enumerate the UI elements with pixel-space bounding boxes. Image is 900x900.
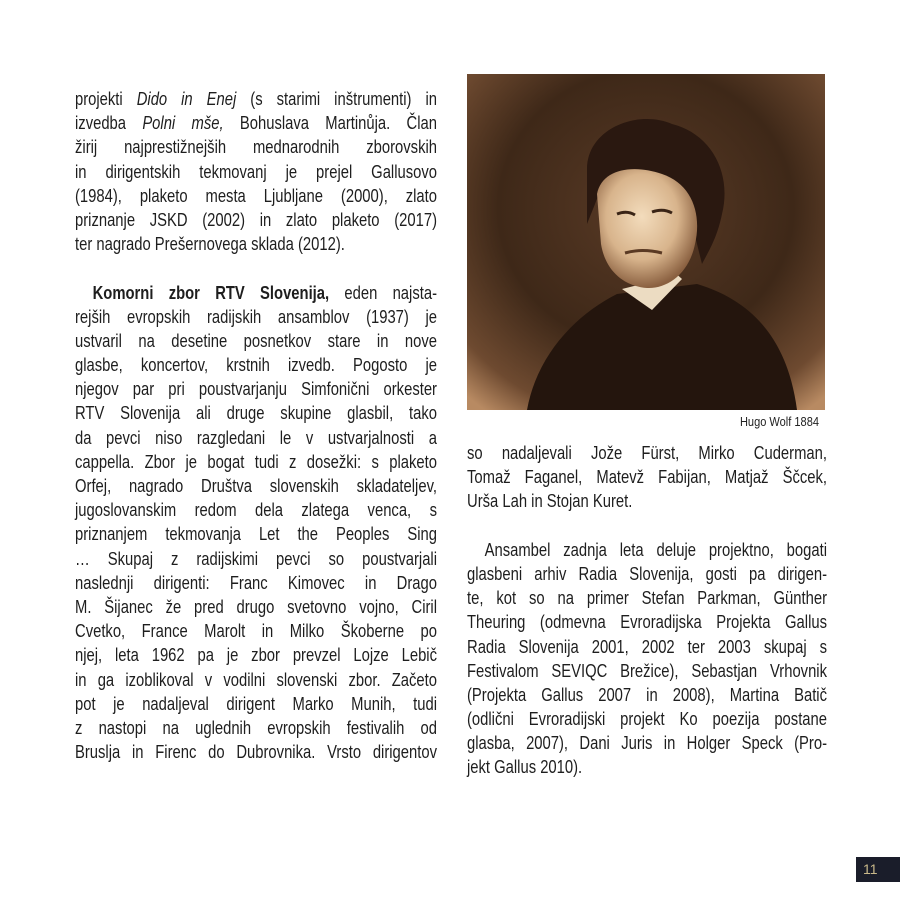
text-span: M. Šijanec že pred drugo svetovno vojno, Ciril — [75, 595, 437, 617]
text-line — [75, 208, 437, 232]
text-span: Radia Slovenija 2001, 2002 ter 2003 skupaj s — [467, 635, 827, 657]
text-line — [75, 184, 437, 208]
text-span: Bohuslava Martinůja. Član — [223, 112, 437, 134]
text-span: glasbe, koncertov, krstnih izvedb. Pogosto je — [75, 354, 437, 376]
text-line — [467, 610, 827, 634]
right-column — [467, 441, 827, 780]
text-span: žirij najprestižnejših mednarodnih zborovskih — [75, 136, 437, 158]
text-line — [75, 401, 437, 425]
text-line — [75, 547, 437, 571]
paragraph-ensemble-projects — [467, 538, 827, 780]
text-line — [467, 635, 827, 659]
text-line — [75, 305, 437, 329]
text-line — [75, 353, 437, 377]
text-span: eden najsta- — [329, 281, 437, 303]
text-span: Theuring (odmevna Evroradijska Projekta Gallus — [467, 611, 827, 633]
text-line — [75, 329, 437, 353]
page-number: 11 — [856, 857, 900, 882]
text-span — [75, 281, 437, 305]
text-line — [75, 571, 437, 595]
text-span: (1984), plaketo mesta Ljubljane (2000), zlato — [75, 184, 437, 206]
text-line — [75, 160, 437, 184]
text-span: (odlični Evroradijski projekt Ko poezija postane — [467, 708, 827, 730]
text-span: pot je nadaljeval dirigent Marko Munih, tudi — [75, 692, 437, 714]
text-span: njegov par pri poustvarjanju Simfonični orkester — [75, 378, 437, 400]
portrait-illustration — [467, 74, 825, 410]
work-title-polni-mse: Polni mše, — [142, 112, 224, 134]
text-span: Tomaž Faganel, Matevž Fabijan, Matjaž Ščcek, — [467, 466, 827, 488]
text-span: Bruslja in Firenc do Dubrovnika. Vrsto dirigentov — [75, 741, 437, 763]
text-line — [75, 643, 437, 667]
text-line — [467, 489, 827, 513]
text-span: izvedba — [75, 112, 143, 134]
text-span: Orfej, nagrado Društva slovenskih skladateljev, — [75, 475, 437, 496]
text-line — [75, 135, 437, 159]
paragraph-conductor-biography — [75, 87, 437, 256]
text-line — [75, 595, 437, 619]
photo-caption: Hugo Wolf 1884 — [739, 414, 819, 429]
paragraph-conductors-continued — [467, 441, 827, 514]
text-span: Cvetko, France Marolt in Milko Škoberne po — [75, 620, 437, 642]
text-span: in dirigentskih tekmovanj je prejel Gallusovo — [75, 160, 437, 182]
text-span — [75, 87, 437, 111]
text-span: glasbeni arhiv Radia Slovenija, gosti pa dirigen- — [467, 562, 827, 584]
text-span: te, kot so na primer Stefan Parkman, Günther — [467, 587, 827, 609]
text-span: naslednji dirigenti: Franc Kimovec in Drago — [75, 571, 437, 593]
text-line — [467, 755, 827, 779]
text-line — [467, 586, 827, 610]
text-line — [467, 707, 827, 731]
text-span: priznanjem tekmovanja Let the Peoples Sing — [75, 523, 437, 545]
text-span: da pevci niso razgledani le v ustvarjalnosti a — [75, 426, 437, 448]
text-span: jekt Gallus 2010). — [467, 756, 583, 778]
text-span: in ga izoblikoval v vodilni slovenski zbor. Začeto — [75, 668, 437, 690]
choir-name-heading: Komorni zbor RTV Slovenija, — [92, 281, 330, 303]
text-span: (s starimi inštrumenti) in — [236, 88, 437, 109]
text-line — [75, 232, 437, 256]
text-span: … Skupaj z radijskimi pevci so poustvarjali — [75, 547, 437, 569]
text-span: Festivalom SEVIQC Brežice), Sebastjan Vrhovnik — [467, 659, 827, 681]
text-span: Urša Lah in Stojan Kuret. — [467, 490, 633, 512]
paragraph-choir-history — [75, 281, 437, 765]
text-span: projekti — [75, 88, 137, 109]
text-line — [75, 498, 437, 522]
work-title-dido-in-enej: Dido in Enej — [136, 88, 237, 109]
text-line — [467, 731, 827, 755]
text-line — [467, 465, 827, 489]
text-line — [75, 522, 437, 546]
text-line — [75, 87, 437, 111]
text-line — [75, 111, 437, 135]
text-line — [75, 668, 437, 692]
text-line — [467, 659, 827, 683]
paragraph-gap — [75, 256, 437, 280]
text-span: z nastopi na uglednih evropskih festivalih od — [75, 716, 437, 738]
text-span: rejših evropskih radijskih ansamblov (1937) je — [75, 305, 437, 327]
text-span: glasba, 2007), Dani Juris in Holger Speck (Pro- — [467, 732, 827, 754]
text-line — [467, 538, 827, 562]
paragraph-gap — [467, 514, 827, 538]
text-span: priznanje JSKD (2002) in zlato plaketo (2017) — [75, 208, 437, 230]
text-span: so nadaljevali Jože Fürst, Mirko Cuderman, — [467, 442, 827, 463]
text-line — [75, 619, 437, 643]
text-line — [75, 474, 437, 498]
text-span: ustvaril na desetine posnetkov stare in nove — [75, 329, 437, 351]
text-span: cappella. Zbor je bogat tudi z dosežki: s plaketo — [75, 450, 437, 472]
text-line — [75, 281, 437, 305]
text-line — [75, 740, 437, 764]
text-span: RTV Slovenija ali druge skupine glasbil, tako — [75, 402, 437, 424]
left-column — [75, 87, 437, 764]
text-line — [75, 692, 437, 716]
text-span: ter nagrado Prešernovega sklada (2012). — [75, 233, 345, 255]
text-span: (Projekta Gallus 2007 in 2008), Martina Batič — [467, 683, 827, 705]
text-line — [467, 683, 827, 707]
portrait-photo-hugo-wolf — [467, 74, 825, 410]
text-line — [75, 426, 437, 450]
text-line — [467, 441, 827, 465]
text-line — [467, 562, 827, 586]
text-span: jugoslovanskim redom dela zlatega venca, s — [75, 499, 437, 521]
text-span — [75, 111, 437, 135]
text-span: Ansambel zadnja leta deluje projektno, bogati — [484, 538, 827, 560]
text-span: njej, leta 1962 pa je zbor prevzel Lojze Lebič — [75, 644, 437, 666]
text-line — [75, 450, 437, 474]
text-line — [75, 716, 437, 740]
text-line — [75, 377, 437, 401]
